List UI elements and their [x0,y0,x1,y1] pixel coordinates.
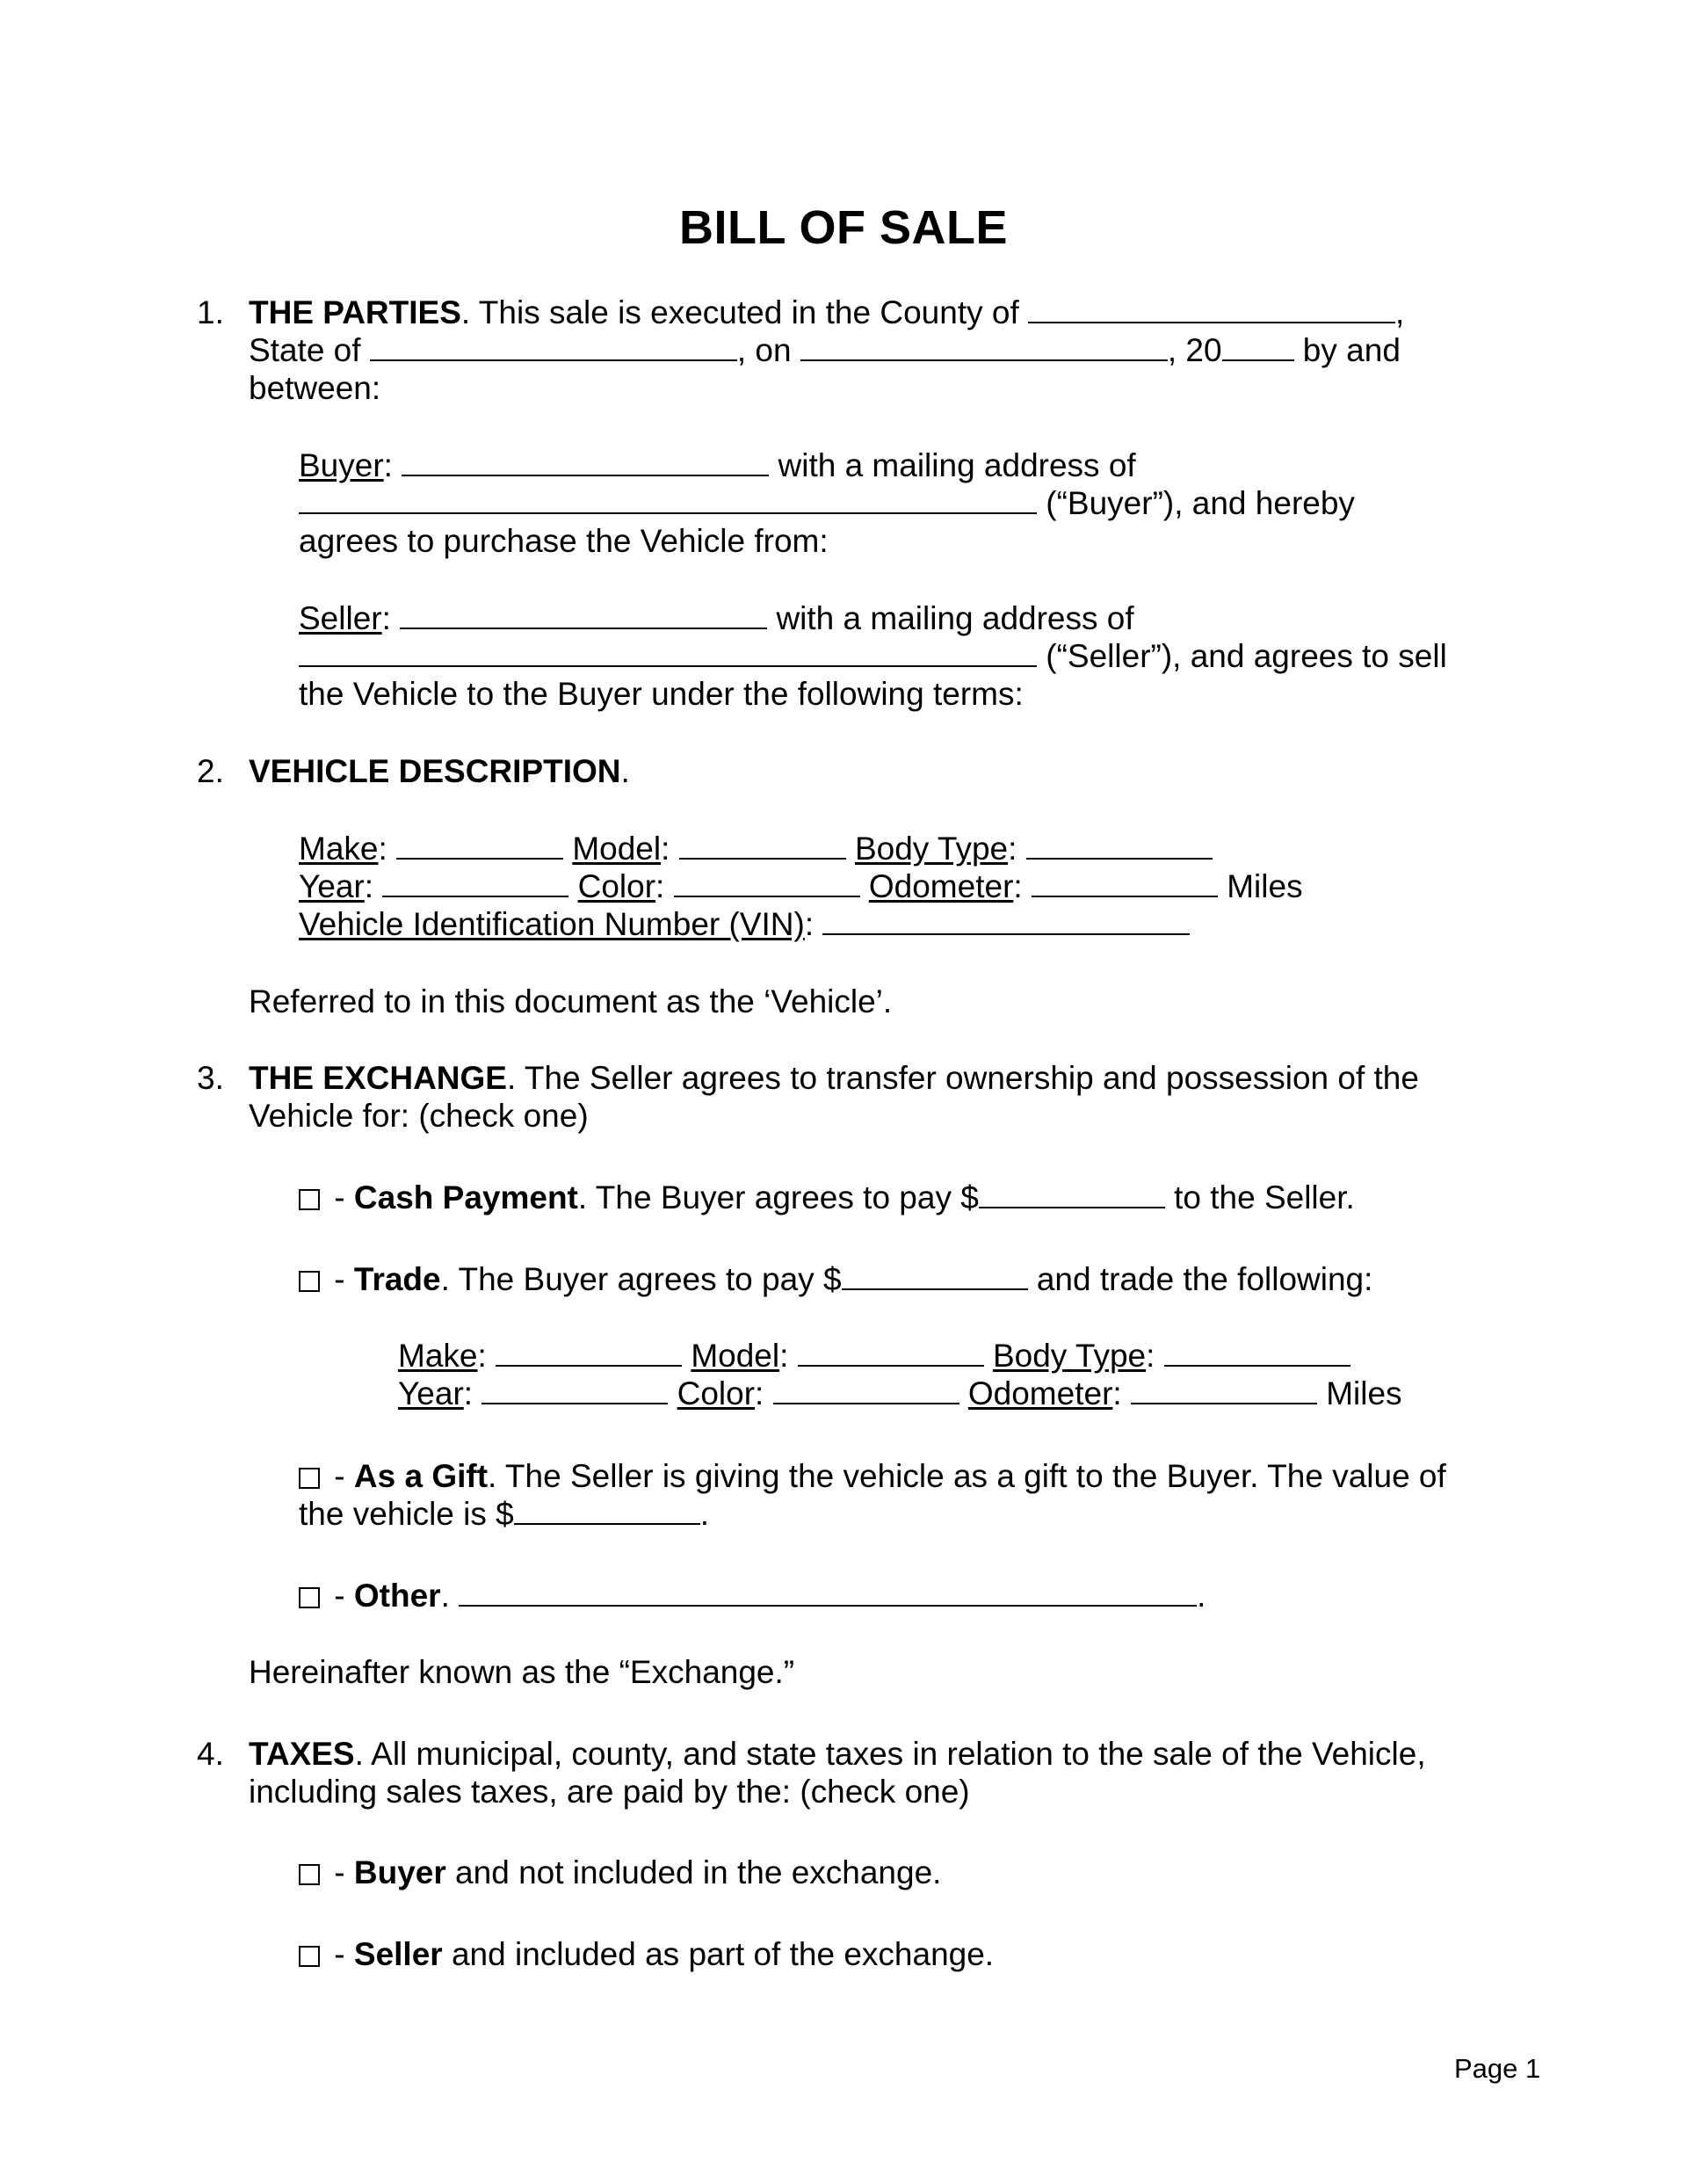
buyer-line-2 [299,484,1355,523]
trade-make-label: Make [398,1338,478,1374]
colon: : [755,1375,764,1411]
trade-option [299,1260,1372,1299]
vehicle-line-1 [299,830,1213,868]
state-field[interactable] [370,333,737,361]
seller-line-3: the Vehicle to the Buyer under the following terms: [299,676,1024,712]
colon: : [383,447,402,483]
vehicle-referred-text: Referred to in this document as the ‘Vehicle’. [249,983,893,1019]
trade-text-end: and trade the following: [1027,1261,1373,1297]
trade-checkbox[interactable] [299,1271,320,1292]
trade-body-type-label: Body Type [992,1338,1147,1374]
make-field[interactable] [396,831,563,860]
trade-make-field[interactable] [496,1339,682,1367]
section-3-heading: THE EXCHANGE [249,1060,507,1096]
trade-year-label: Year [398,1375,464,1411]
body-type-label: Body Type [854,831,1009,867]
vin-label: Vehicle Identification Number (VIN) [299,906,805,942]
tax-buyer-option [299,1854,941,1892]
seller-definition-text: (“Seller”), and agrees to sell [1037,638,1447,674]
year-label: Year [299,868,365,904]
colon: : [463,1375,474,1411]
trade-color-label: Color [677,1375,756,1411]
trade-vehicle-line-2 [398,1375,1402,1413]
section-4-heading: TAXES [249,1736,355,1772]
page-number: Page 1 [1454,2053,1541,2084]
trade-amount-field[interactable] [842,1262,1028,1290]
gift-value-field[interactable] [514,1497,700,1525]
vehicle-year-field[interactable] [382,869,568,897]
colon: : [381,600,401,636]
tax-buyer-checkbox[interactable] [299,1864,320,1885]
period: . [699,1496,710,1532]
cash-text: . The Buyer agrees to pay $ [577,1179,979,1215]
dash: - [325,1854,354,1890]
section-1-text: . This sale is executed in the County of [460,294,1029,330]
other-checkbox[interactable] [299,1587,320,1608]
section-3-line-1 [249,1059,1419,1098]
buyer-name-field[interactable] [402,448,769,476]
colon: : [804,906,815,942]
section-4-line-2: including sales taxes, are paid by the: (check one) [249,1774,970,1810]
dash: - [325,1261,354,1297]
miles-label: Miles [1217,868,1303,904]
section-1-heading: THE PARTIES [249,294,461,330]
dash: - [325,1179,354,1215]
colon: : [655,868,665,904]
document-title: BILL OF SALE [678,201,1008,254]
section-1-line-2 [249,331,1401,370]
gift-checkbox[interactable] [299,1468,320,1489]
exchange-definition-text: Hereinafter known as the “Exchange.” [249,1654,795,1690]
state-label: State of [249,332,370,368]
vehicle-line-2 [299,867,1303,906]
section-1-number: 1. [197,294,224,330]
trade-model-label: Model [691,1338,780,1374]
seller-name-field[interactable] [400,601,767,629]
cash-label: Cash Payment [353,1179,578,1215]
section-3-line-2: Vehicle for: (check one) [249,1098,589,1134]
trade-color-field[interactable] [773,1376,959,1404]
other-field[interactable] [459,1578,1197,1607]
trade-year-field[interactable] [481,1376,668,1404]
cash-option [299,1179,1355,1217]
trade-text: . The Buyer agrees to pay $ [440,1261,842,1297]
vehicle-line-3 [299,905,1190,944]
year-field[interactable] [1222,333,1294,361]
tax-buyer-text: and not included in the exchange. [445,1854,942,1890]
seller-address-field[interactable] [299,639,1037,667]
section-4-line-1 [249,1735,1426,1774]
cash-text-end: to the Seller. [1164,1179,1355,1215]
model-label: Model [572,831,662,867]
gift-value-text: the vehicle is $ [299,1496,514,1532]
section-2-heading: VEHICLE DESCRIPTION [249,753,621,789]
tax-seller-text: and included as part of the exchange. [442,1936,995,1972]
by-and-text: by and [1293,332,1401,368]
tax-seller-label: Seller [353,1936,443,1972]
colon: : [1013,868,1023,904]
section-3-text: . The Seller agrees to transfer ownership and possession of the [506,1060,1419,1096]
odometer-label: Odometer [868,868,1014,904]
trade-odometer-field[interactable] [1131,1376,1317,1404]
section-4-number: 4. [197,1736,224,1772]
cash-checkbox[interactable] [299,1189,320,1210]
buyer-line-3: agrees to purchase the Vehicle from: [299,523,829,559]
period: . [620,753,630,789]
gift-option-line-2 [299,1495,709,1534]
dash: - [325,1458,354,1494]
colon: : [378,831,387,867]
tax-seller-option [299,1935,994,1974]
colon: : [1112,1375,1122,1411]
section-1-line-1 [249,294,1404,332]
dash: - [325,1578,354,1614]
buyer-definition-text: (“Buyer”), and hereby [1037,485,1355,521]
trade-body-type-field[interactable] [1164,1339,1350,1367]
section-2-heading-line [249,752,630,791]
colon: : [779,1338,789,1374]
color-label: Color [577,868,656,904]
buyer-line-1 [299,446,1136,485]
model-field[interactable] [679,831,846,860]
date-field[interactable] [800,333,1168,361]
gift-text: . The Seller is giving the vehicle as a gift to the Buyer. The value of [488,1458,1446,1494]
section-3-number: 3. [197,1060,224,1096]
seller-line-2 [299,637,1447,676]
dash: - [325,1936,354,1972]
colon: : [364,868,374,904]
tax-seller-checkbox[interactable] [299,1946,320,1967]
section-4-text: . All municipal, county, and state taxes in relation to the sale of the Vehicle, [354,1736,1426,1772]
trade-model-field[interactable] [798,1339,984,1367]
gift-option-line-1 [299,1457,1446,1496]
cash-amount-field[interactable] [979,1180,1165,1208]
seller-address-text: with a mailing address of [767,600,1134,636]
colon: : [1008,831,1017,867]
gift-label: As a Gift [353,1458,489,1494]
period: . [1197,1578,1206,1614]
other-text: . [440,1578,460,1614]
buyer-address-field[interactable] [299,486,1037,514]
trade-odometer-label: Odometer [967,1375,1113,1411]
comma: , [1395,294,1405,330]
vin-field[interactable] [822,907,1190,935]
buyer-address-text: with a mailing address of [769,447,1136,483]
seller-line-1 [299,599,1134,638]
section-2-number: 2. [197,753,224,789]
buyer-label: Buyer [299,447,384,483]
trade-vehicle-line-1 [398,1337,1350,1375]
seller-label: Seller [299,600,382,636]
other-option [299,1577,1206,1615]
colon: : [477,1338,487,1374]
on-label: , on [736,332,800,368]
county-field[interactable] [1028,295,1395,323]
colon: : [1146,1338,1155,1374]
colon: : [661,831,670,867]
section-1-line-3: between: [249,370,381,406]
body-type-field[interactable] [1026,831,1213,860]
make-label: Make [299,831,379,867]
year-prefix: , 20 [1167,332,1222,368]
color-field[interactable] [674,869,860,897]
other-label: Other [353,1578,441,1614]
tax-buyer-label: Buyer [353,1854,446,1890]
trade-miles-label: Miles [1316,1375,1402,1411]
trade-label: Trade [353,1261,441,1297]
odometer-field[interactable] [1032,869,1218,897]
